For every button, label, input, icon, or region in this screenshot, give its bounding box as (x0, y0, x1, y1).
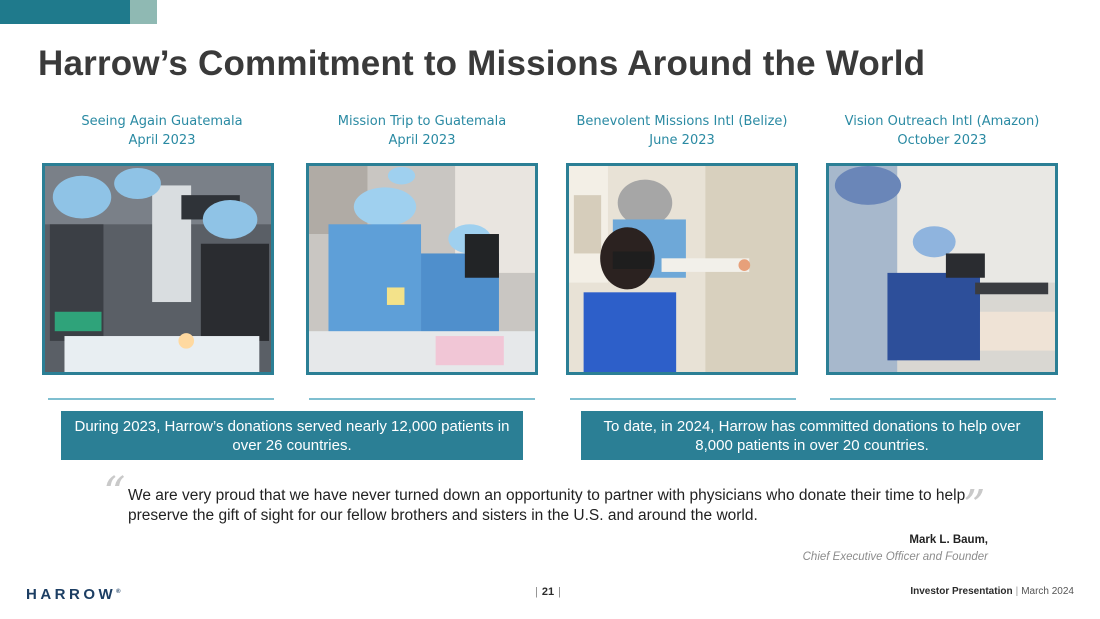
header-accent-bar-light (130, 0, 157, 24)
mission-photo-microscope-surgery (826, 163, 1058, 375)
callout-2023-donations: During 2023, Harrow’s donations served nearly 12,000 patients in over 26 countries. (61, 411, 523, 460)
mission-caption-4 (824, 112, 1060, 150)
mission-date: April 2023 (388, 133, 456, 148)
mission-date: October 2023 (897, 133, 987, 148)
quote-close-mark: ” (963, 481, 986, 532)
divider-line (48, 398, 274, 400)
divider-line (830, 398, 1056, 400)
harrow-logo (26, 586, 121, 603)
mission-photo-eye-exam (566, 163, 798, 375)
mission-name: Seeing Again Guatemala (81, 114, 243, 129)
divider-line (570, 398, 796, 400)
mission-caption-3 (564, 112, 800, 150)
footer-separator: | (1015, 586, 1019, 597)
logo-registered-mark: ® (116, 589, 121, 595)
quote-author-name: Mark L. Baum, (909, 534, 988, 546)
mission-caption-1 (44, 112, 280, 150)
divider-line (309, 398, 535, 400)
page-number (535, 586, 561, 598)
page-number-value: 21 (541, 586, 555, 598)
mission-caption-2 (304, 112, 540, 150)
footer-presentation-info (910, 586, 1074, 597)
mission-photo-surgery-team (42, 163, 274, 375)
header-accent-bar (0, 0, 130, 24)
slide-title: Harrow’s Commitment to Missions Around the World (38, 44, 926, 83)
mission-date: April 2023 (128, 133, 196, 148)
mission-photo-scrub-team (306, 163, 538, 375)
page-separator-right: | (558, 586, 561, 598)
quote-author-title: Chief Executive Officer and Founder (802, 551, 988, 563)
logo-text: HARROW (26, 586, 117, 603)
quote-open-mark: “ (103, 468, 126, 519)
mission-date: June 2023 (649, 133, 715, 148)
mission-name: Benevolent Missions Intl (Belize) (576, 114, 788, 129)
callout-2024-donations: To date, in 2024, Harrow has committed donations to help over 8,000 patients in over 20 countries. (581, 411, 1043, 460)
mission-name: Mission Trip to Guatemala (337, 114, 507, 129)
mission-name: Vision Outreach Intl (Amazon) (844, 114, 1040, 129)
presentation-name: Investor Presentation (910, 586, 1013, 597)
ceo-quote-text: We are very proud that we have never turned down an opportunity to partner with physicians who donate their time to help preserve the gift of sight for our fellow brothers and sisters in the U.S. and around the world. (128, 487, 966, 524)
presentation-date: March 2024 (1021, 586, 1074, 597)
page-separator-left: | (535, 586, 538, 598)
